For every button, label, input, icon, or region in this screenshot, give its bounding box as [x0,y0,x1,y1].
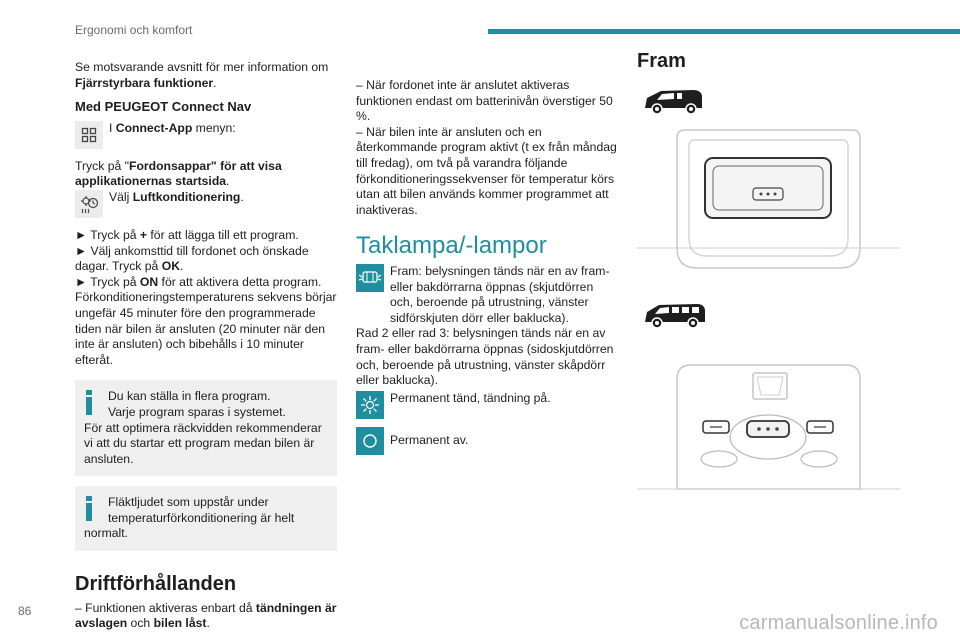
info-icon [85,390,93,415]
condition-not-connected: – När fordonet inte är anslutet aktiveras funktionen endast om batterinivån överstiger 50 %. [356,78,613,124]
info-note-fan-noise: Fläktljudet som uppstår under temperaturförkonditionering är helt normalt. [75,486,337,551]
grid-app-icon [75,121,103,149]
front-ceiling-lamp-illustration [637,128,900,278]
step-choose-time: ► Välj ankomsttid till fordonet och önskade dagar. Tryck på OK. [75,243,309,274]
column-3 [637,50,900,509]
section-heading-conditions: Driftförhållanden [75,573,237,596]
lamp-off-mode: Permanent av. [356,427,618,457]
condition-recurring: – När bilen inte är ansluten och en återkommande program aktivt (t ex från måndag till fredag), om två på varandra följande förkonditioneringssekvenser för temperatur körs utan att bilen används kommer programmet att inaktiveras. [356,124,617,217]
page-number: 86 [18,604,32,618]
column-1 [75,60,337,632]
remote-functions-link: Fjärrstyrbara funktioner [75,75,214,90]
intro-paragraph: Se motsvarande avsnitt för mer information om Fjärrstyrbara funktioner. [75,60,329,90]
conditions-text: – Funktionen aktiveras enbart då tändningen är avslagen och bilen låst. [75,600,337,631]
connect-app-line: I Connect-App menyn: [75,121,337,151]
info-note-programs: Du kan ställa in flera program. Varje program sparas i systemet. För att optimera räckvidden rekommenderar vi att du startar ett program medan bilen är ansluten. [75,380,337,476]
watermark: carmanualsonline.info [739,612,938,634]
lamp-door-mode: Fram: belysningen tänds när en av fram- eller bakdörrarna öppnas (skjutdörren och, beroende på utrustning, vänster sidförskjuten dörr eller baklucka). [356,264,618,326]
preconditioning-text: Förkonditioneringstemperaturens sekvens börjar ungefär 45 minuter före den programmerade tiden när bilen är ansluten (20 minuter när den inte är ansluten) och bibehålls i 10 minuter efteråt. [75,290,337,367]
minibus-icon [641,300,900,335]
column-2 [356,78,618,457]
running-header: Ergonomi och komfort [75,23,193,37]
step-activate: ► Tryck på ON för att aktivera detta program. [75,274,322,289]
door-lamp-icon [356,264,384,292]
rear-ceiling-lamp-illustration [637,359,900,509]
press-vehicle-apps: Tryck på "Fordonsappar" för att visa applikationernas startsida. [75,158,282,189]
header-accent-bar [488,29,960,34]
circle-lamp-icon [356,427,384,455]
info-icon [85,496,93,521]
lamp-rear-rows: Rad 2 eller rad 3: belysningen tänds när en av fram- eller bakdörrarna öppnas (sidoskjutdörren och, beroende på utrustning, vänster skåpdörr eller baklucka). [356,326,614,388]
van-icon [641,86,900,121]
fan-timer-icon [75,190,103,218]
select-ac-line: Välj Luftkonditionering. [75,190,337,220]
sun-lamp-icon [356,391,384,419]
heading-front: Fram [637,50,686,72]
section-heading-ceiling-lamp: Taklampa/-lampor [356,232,547,260]
subheading-connect-nav: Med PEUGEOT Connect Nav [75,99,252,115]
lamp-on-mode: Permanent tänd, tändning på. [356,391,618,421]
step-add-program: ► Tryck på + för att lägga till ett program. [75,227,299,242]
